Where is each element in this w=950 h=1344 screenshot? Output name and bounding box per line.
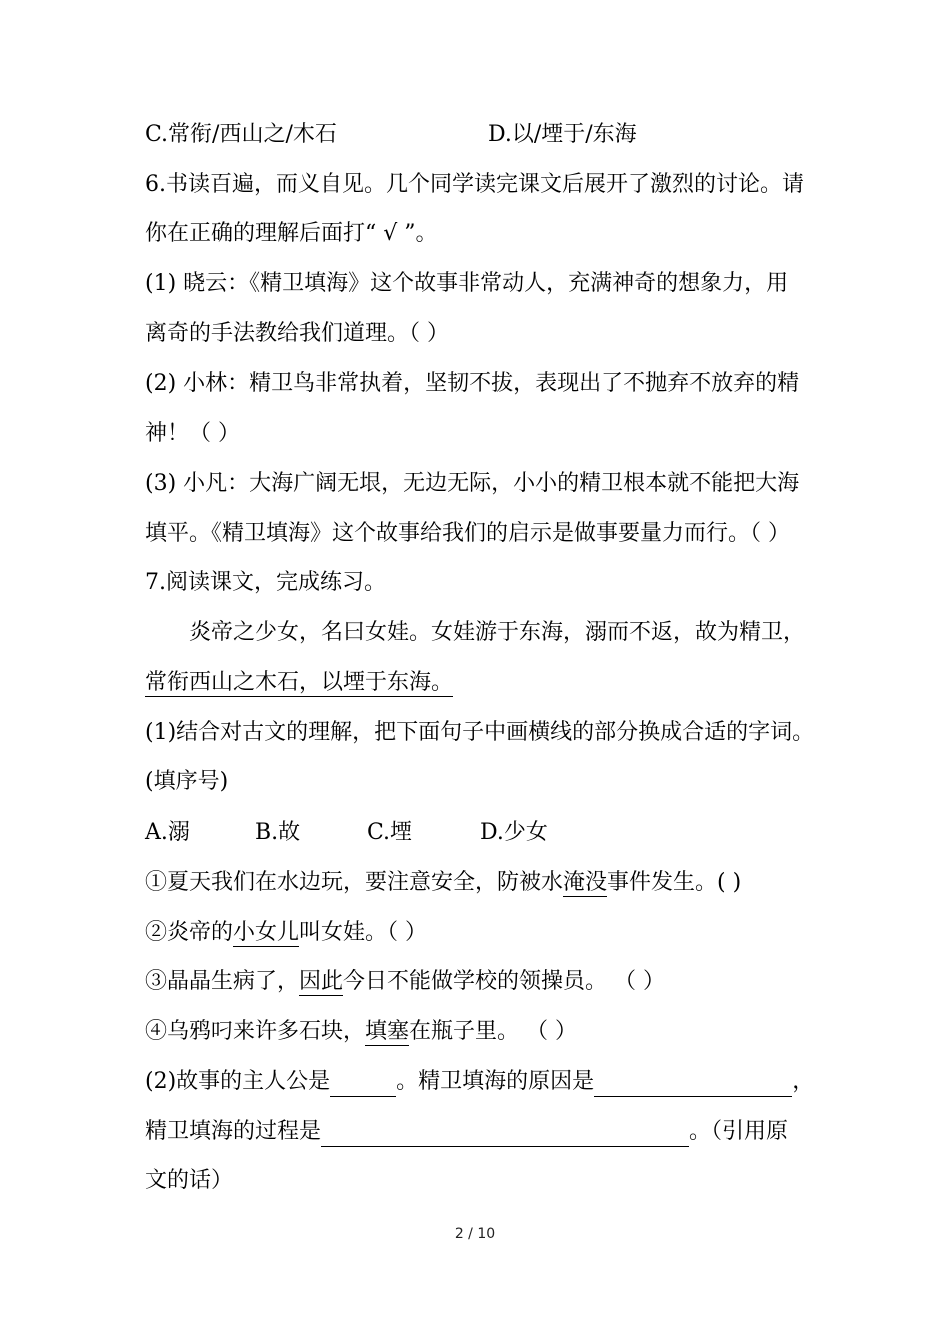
fill-item-3-underlined: 因此 <box>299 969 344 994</box>
fill-item-2-underlined: 小女儿 <box>233 920 300 945</box>
sub-question-2-line3: 文的话） <box>145 1168 234 1193</box>
fill-item-2-post: 叫女娃。（ ） <box>299 920 428 945</box>
statement-2-line1: (2) 小林：精卫鸟非常执着，坚韧不拔，表现出了不抛弃不放弃的精 <box>145 371 800 396</box>
answer-options <box>145 818 548 848</box>
line-options-cd <box>145 120 637 150</box>
fill-item-1-underlined: 淹没 <box>563 870 608 895</box>
option-c: C.常衔/西山之/木石 <box>145 122 337 147</box>
process-blank[interactable] <box>321 1124 689 1147</box>
page-number: 2 / 10 <box>454 1226 496 1242</box>
reason-blank[interactable] <box>594 1074 792 1097</box>
sub-question-2-line1 <box>145 1067 814 1097</box>
option-d: D.以/堙于/东海 <box>488 122 637 147</box>
fill-item-4 <box>145 1017 577 1047</box>
option-d: D.少女 <box>480 820 548 845</box>
fill-item-2 <box>145 918 427 948</box>
statement-3-line1: (3) 小凡：大海广阔无垠，无边无际，小小的精卫根本就不能把大海 <box>145 471 800 496</box>
sub-question-1-line1: (1)结合对古文的理解，把下面句子中画横线的部分换成合适的字词。 <box>145 720 815 745</box>
statement-3-line2: 填平。《精卫填海》这个故事给我们的启示是做事要量力而行。（ ） <box>145 521 790 546</box>
statement-1-line1: (1) 晓云：《精卫填海》这个故事非常动人，充满神奇的想象力，用 <box>145 271 789 296</box>
passage-underlined: 常衔西山之木石，以堙于东海。 <box>145 670 454 695</box>
quote-instruction: 。（引用原 <box>689 1119 789 1144</box>
sub-question-1-line2: (填序号) <box>145 769 229 794</box>
fill-item-3 <box>145 967 665 997</box>
option-a: A.溺 <box>145 820 190 845</box>
passage-line1: 炎帝之少女，名曰女娃。女娃游于东海，溺而不返，故为精卫， <box>189 620 806 645</box>
question-6-line2: 你在正确的理解后面打“ √ ”。 <box>145 221 438 246</box>
reason-prompt: 。精卫填海的原因是 <box>396 1069 595 1094</box>
comma: ， <box>792 1069 815 1094</box>
protagonist-blank[interactable] <box>330 1074 396 1097</box>
sub-question-2-line2 <box>145 1117 788 1147</box>
option-c: C.堙 <box>367 820 413 845</box>
process-prompt: 精卫填海的过程是 <box>145 1119 322 1144</box>
fill-item-4-underlined: 填塞 <box>365 1019 410 1044</box>
fill-item-2-pre: ②炎帝的 <box>145 920 234 945</box>
fill-item-1-post: 事件发生。( ) <box>607 870 742 895</box>
fill-item-1-pre: ①夏天我们在水边玩，要注意安全，防被水 <box>145 870 564 895</box>
statement-1-line2: 离奇的手法教给我们道理。（ ） <box>145 321 449 346</box>
fill-item-1 <box>145 868 741 898</box>
fill-item-4-post: 在瓶子里。 （ ） <box>409 1019 578 1044</box>
statement-2-line2: 神！（ ） <box>145 421 240 446</box>
fill-item-4-pre: ④乌鸦叼来许多石块， <box>145 1019 366 1044</box>
protagonist-prompt: (2)故事的主人公是 <box>145 1069 331 1094</box>
passage-line2 <box>145 668 453 698</box>
question-6-line1: 6.书读百遍，而义自见。几个同学读完课文后展开了激烈的讨论。请 <box>145 172 804 197</box>
fill-item-3-post: 今日不能做学校的领操员。 （ ） <box>343 969 666 994</box>
option-b: B.故 <box>255 820 301 845</box>
fill-item-3-pre: ③晶晶生病了， <box>145 969 300 994</box>
question-7-title: 7.阅读课文，完成练习。 <box>145 570 386 595</box>
